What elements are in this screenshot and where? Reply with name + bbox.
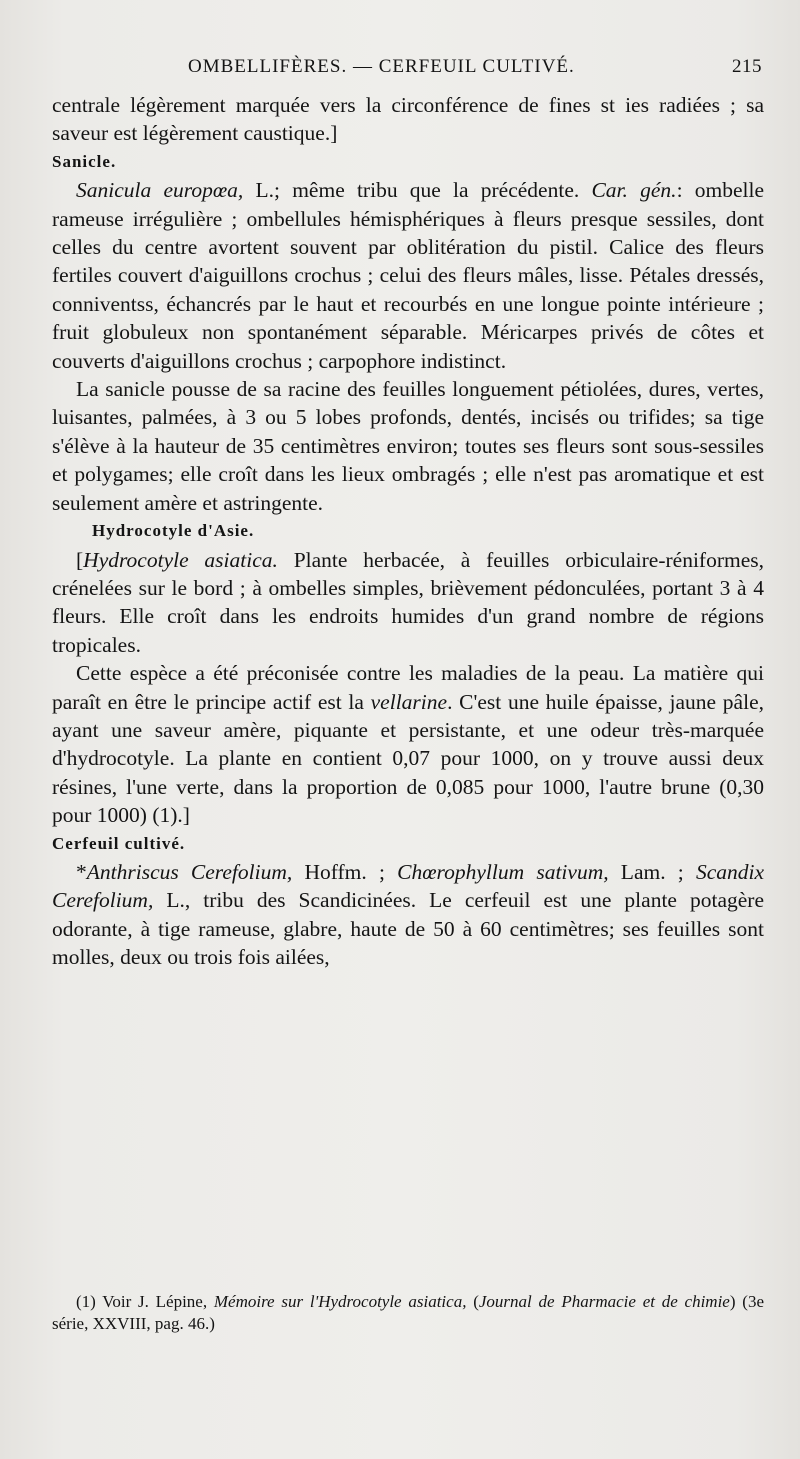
footnote-marker: (1) Voir J. Lépine, (76, 1292, 214, 1311)
paragraph-hydrocotyle-use (52, 659, 764, 829)
latin-name: Sanicula europœa, (76, 178, 244, 203)
page-number: 215 (732, 56, 762, 77)
latin-name: Chœrophyllum sativum, (397, 859, 609, 884)
paragraph-hydrocotyle-description (52, 546, 764, 660)
running-header (188, 56, 762, 80)
asterisk-mark: * (76, 859, 87, 884)
body-text (52, 91, 764, 972)
paragraph-sanicle-habit: La sanicle pousse de sa racine des feuilles longuement pétiolées, dures, vertes, luisantes, palmées, à 3 ou 5 lobes profonds, dentés, incisés ou trifides; sa tige s'élève à la hauteur de 35 centimètres environ; toutes ses fleurs sont sous-sessiles et polygames; elle croît dans les lieux ombragés ; elle n'est pas aromatique et est seulement amère et astringente. (52, 377, 764, 515)
inline-text: Plante herbacée, à feuilles orbiculaire-réniformes, crénelées sur le bord ; à ombelles simples, brièvement pédonculées, portant 3 à 4 fleurs. Elle croît dans les endroits humides d'un grand nombre de régions tropicales. (52, 547, 765, 657)
inline-text: L.; même tribu que la précédente. (243, 178, 592, 203)
running-title: OMBELLIFÈRES. — CERFEUIL CULTIVÉ. (188, 56, 575, 77)
inline-text: . C'est une huile épaisse, jaune pâle, ayant une saveur amère, piquante et persistante, et une odeur très-marquée d'hydrocotyle. La plante en contient 0,07 pour 1000, on y trouve aussi deux résines, l'une verte, dans la proportion de 0,085 pour 1000, l'autre brune (0,30 pour 1000) (1).] (52, 689, 764, 828)
paragraph-continuation: centrale légèrement marquée vers la circonférence de fines st ies radiées ; sa saveur est légèrement caustique.] (52, 93, 764, 146)
latin-name: Hydrocotyle asiatica. (83, 547, 278, 572)
section-heading-sanicle: Sanicle. (52, 151, 117, 171)
footnote-text (52, 1291, 764, 1335)
inline-text: ( (466, 1292, 479, 1311)
footnote-ref: ) (3e série, XXVIII, pag. 46.) (52, 1292, 764, 1333)
inline-text: Hoffm. ; (292, 859, 398, 884)
footnote (52, 1291, 764, 1335)
latin-name: Anthriscus Cerefolium, (86, 859, 293, 884)
term-vellarine: vellarine (370, 689, 448, 714)
abbrev-car-gen: Car. gén. (591, 178, 677, 203)
inline-text: Lam. ; (608, 859, 696, 884)
footnote-journal: Journal de Pharmacie et de chimie (478, 1292, 730, 1311)
inline-text: : ombelle rameuse irrégulière ; ombellules hémisphériques à fleurs presque sessiles, dont celles du centre avortent souvent par oblitération du pistil. Calice des fleurs fertiles couvert d'aiguillons crochus ; celui des fleurs mâles, lisse. Pétales dressés, conniventss, échancrés par le haut et recourbés en une longue pointe intérieure ; fruit globuleux non spontanément séparable. Méricarpes privés de côtes et couverts d'aiguillons crochus ; carpophore indistinct. (52, 178, 765, 373)
latin-name: Scandix Cerefolium, (52, 859, 765, 913)
inline-text: Cette espèce a été préconisée contre les maladies de la peau. La matière qui paraît en être le principe actif est la (52, 661, 764, 714)
inline-text: L., tribu des Scandicinées. Le cerfeuil est une plante potagère odorante, à tige rameuse, glabre, haute de 50 à 60 centimètres; ses feuilles sont molles, deux ou trois fois ailées, (52, 888, 764, 970)
bracket: [ (76, 547, 84, 572)
footnote-title: Mémoire sur l'Hydrocotyle asiatica, (213, 1292, 467, 1311)
paragraph-cerfeuil-description (52, 858, 764, 972)
section-heading-cerfeuil: Cerfeuil cultivé. (52, 833, 186, 853)
section-heading-hydrocotyle: Hydrocotyle d'Asie. (92, 521, 255, 541)
paragraph-sanicle-description (52, 176, 764, 375)
